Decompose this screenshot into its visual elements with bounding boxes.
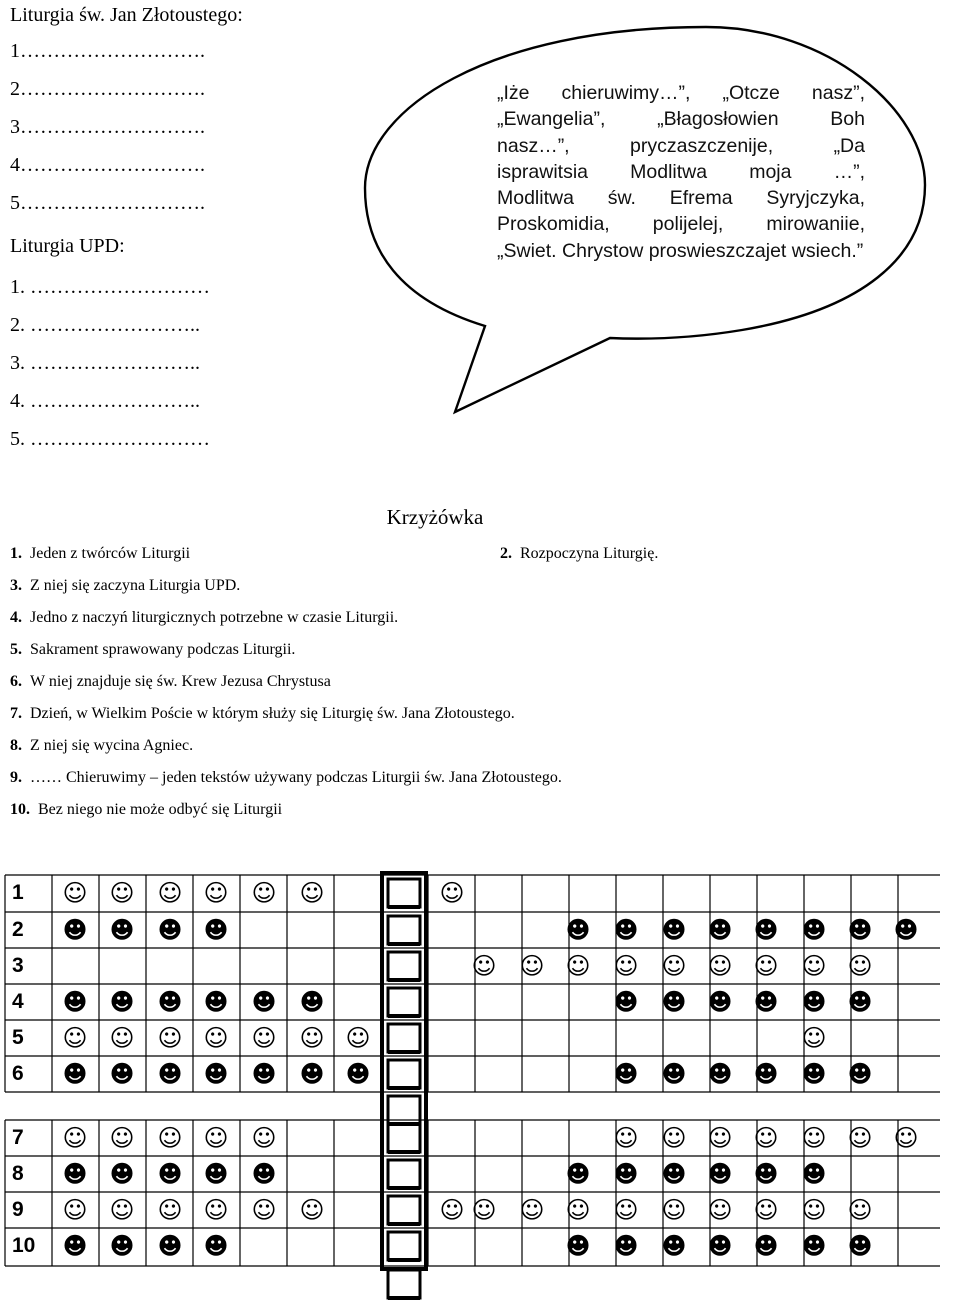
smiley-open-icon[interactable]: ☺ xyxy=(753,1196,779,1224)
u-line: 3. …………………….. xyxy=(10,352,200,374)
smiley-filled-icon[interactable]: ☻ xyxy=(203,916,229,944)
bubble-line: „Ewangelia”, „Błagosłowien Boh xyxy=(497,108,865,131)
smiley-open-icon[interactable]: ☺ xyxy=(707,1196,733,1224)
smiley-filled-icon[interactable]: ☻ xyxy=(661,988,687,1016)
smiley-filled-icon[interactable]: ☻ xyxy=(613,916,639,944)
smiley-open-icon[interactable]: ☺ xyxy=(251,1024,277,1052)
z-line: 2………………………. xyxy=(10,78,205,100)
clue-text: Z niej się wycina Agniec. xyxy=(30,737,194,754)
smiley-open-icon[interactable]: ☺ xyxy=(62,879,88,907)
clue-text: Sakrament sprawowany podczas Liturgii. xyxy=(30,641,296,658)
smiley-filled-icon[interactable]: ☻ xyxy=(847,988,873,1016)
clue-number: 10. xyxy=(10,801,30,818)
clue-text: …… Chieruwimy – jeden tekstów używany podczas Liturgii św. Jana Złotoustego. xyxy=(30,769,562,786)
clue-text: W niej znajduje się św. Krew Jezusa Chrystusa xyxy=(30,673,331,690)
smiley-open-icon[interactable]: ☺ xyxy=(613,1124,639,1152)
smiley-filled-icon[interactable]: ☻ xyxy=(847,916,873,944)
smiley-filled-icon[interactable]: ☻ xyxy=(62,1160,88,1188)
smiley-open-icon[interactable]: ☺ xyxy=(801,1196,827,1224)
smiley-filled-icon[interactable]: ☻ xyxy=(707,1232,733,1260)
crossword-row-number: 6 xyxy=(12,1062,24,1085)
bubble-line: „Swiet. Chrystow proswieszczajet wsiech.” xyxy=(497,239,864,262)
smiley-filled-icon[interactable]: ☻ xyxy=(203,988,229,1016)
z-line: 4………………………. xyxy=(10,154,205,176)
smiley-filled-icon[interactable]: ☻ xyxy=(157,1060,183,1088)
bubble-line: Modlitwa św. Efrema Syryjczyka, xyxy=(497,187,865,210)
smiley-filled-icon[interactable]: ☻ xyxy=(251,1160,277,1188)
smiley-open-icon[interactable]: ☺ xyxy=(157,879,183,907)
clue-text: Z niej się zaczyna Liturgia UPD. xyxy=(30,577,241,594)
smiley-filled-icon[interactable]: ☻ xyxy=(157,1160,183,1188)
clue-number: 7. xyxy=(10,705,22,722)
bubble-line: Proskomidia, polijelej, mirowaniie, xyxy=(497,213,865,236)
clue-number: 8. xyxy=(10,737,22,754)
smiley-filled-icon[interactable]: ☻ xyxy=(613,1060,639,1088)
smiley-open-icon[interactable]: ☺ xyxy=(299,879,325,907)
smiley-filled-icon[interactable]: ☻ xyxy=(613,1232,639,1260)
u-line: 1. ……………………… xyxy=(10,276,210,298)
smiley-open-icon[interactable]: ☺ xyxy=(613,1196,639,1224)
smiley-filled-icon[interactable]: ☻ xyxy=(62,916,88,944)
smiley-filled-icon[interactable]: ☻ xyxy=(661,916,687,944)
smiley-open-icon[interactable]: ☺ xyxy=(661,952,687,980)
bubble-line: nasz…”, pryczaszczenije, „Da xyxy=(497,134,865,157)
smiley-open-icon[interactable]: ☺ xyxy=(471,952,497,980)
u-line: 2. …………………….. xyxy=(10,314,200,336)
smiley-open-icon[interactable]: ☺ xyxy=(801,1024,827,1052)
smiley-open-icon[interactable]: ☺ xyxy=(62,1124,88,1152)
u-line: 5. ……………………… xyxy=(10,428,210,450)
smiley-open-icon[interactable]: ☺ xyxy=(109,1196,135,1224)
z-line: 1………………………. xyxy=(10,40,205,62)
smiley-filled-icon[interactable]: ☻ xyxy=(109,1060,135,1088)
smiley-open-icon[interactable]: ☺ xyxy=(707,1124,733,1152)
answer-cell xyxy=(388,1060,420,1088)
crossword-row-number: 3 xyxy=(12,954,24,977)
smiley-filled-icon[interactable]: ☻ xyxy=(109,988,135,1016)
smiley-filled-icon[interactable]: ☻ xyxy=(251,988,277,1016)
smiley-filled-icon[interactable]: ☻ xyxy=(753,1160,779,1188)
smiley-filled-icon[interactable]: ☻ xyxy=(299,1060,325,1088)
clue-number: 3. xyxy=(10,577,22,594)
crossword-row-number: 9 xyxy=(12,1198,24,1221)
answer-cell xyxy=(388,1024,420,1052)
smiley-filled-icon[interactable]: ☻ xyxy=(203,1232,229,1260)
smiley-filled-icon[interactable]: ☻ xyxy=(157,916,183,944)
heading-upd: Liturgia UPD: xyxy=(10,235,125,257)
smiley-open-icon[interactable]: ☺ xyxy=(62,1024,88,1052)
smiley-filled-icon[interactable]: ☻ xyxy=(157,1232,183,1260)
clue-text: Dzień, w Wielkim Poście w którym służy się Liturgię św. Jana Złotoustego. xyxy=(30,705,515,722)
answer-cell xyxy=(388,988,420,1016)
smiley-open-icon[interactable]: ☺ xyxy=(109,1024,135,1052)
smiley-open-icon[interactable]: ☺ xyxy=(439,879,465,907)
smiley-open-icon[interactable]: ☺ xyxy=(251,879,277,907)
smiley-open-icon[interactable]: ☺ xyxy=(519,1196,545,1224)
smiley-open-icon[interactable]: ☺ xyxy=(109,879,135,907)
smiley-filled-icon[interactable]: ☻ xyxy=(707,1060,733,1088)
smiley-open-icon[interactable]: ☺ xyxy=(157,1024,183,1052)
clue-number: 1. xyxy=(10,545,22,562)
smiley-open-icon[interactable]: ☺ xyxy=(613,952,639,980)
smiley-open-icon[interactable]: ☺ xyxy=(893,1124,919,1152)
smiley-filled-icon[interactable]: ☻ xyxy=(753,1232,779,1260)
smiley-open-icon[interactable]: ☺ xyxy=(203,879,229,907)
smiley-filled-icon[interactable]: ☻ xyxy=(299,988,325,1016)
smiley-filled-icon[interactable]: ☻ xyxy=(753,916,779,944)
smiley-filled-icon[interactable]: ☻ xyxy=(62,1232,88,1260)
smiley-open-icon[interactable]: ☺ xyxy=(661,1196,687,1224)
smiley-filled-icon[interactable]: ☻ xyxy=(753,1060,779,1088)
smiley-open-icon[interactable]: ☺ xyxy=(203,1196,229,1224)
smiley-open-icon[interactable]: ☺ xyxy=(801,952,827,980)
smiley-filled-icon[interactable]: ☻ xyxy=(753,988,779,1016)
clue-number: 6. xyxy=(10,673,22,690)
smiley-filled-icon[interactable]: ☻ xyxy=(893,916,919,944)
smiley-filled-icon[interactable]: ☻ xyxy=(847,1232,873,1260)
smiley-open-icon[interactable]: ☺ xyxy=(62,1196,88,1224)
crossword-row-number: 7 xyxy=(12,1126,24,1149)
smiley-open-icon[interactable]: ☺ xyxy=(251,1196,277,1224)
smiley-filled-icon[interactable]: ☻ xyxy=(801,1160,827,1188)
smiley-open-icon[interactable]: ☺ xyxy=(203,1124,229,1152)
clue-number: 9. xyxy=(10,769,22,786)
smiley-open-icon[interactable]: ☺ xyxy=(707,952,733,980)
answer-cell xyxy=(388,916,420,944)
clue-number: 5. xyxy=(10,641,22,658)
crossword-row-number: 5 xyxy=(12,1026,24,1049)
answer-cell xyxy=(388,1160,420,1188)
smiley-filled-icon[interactable]: ☻ xyxy=(565,1232,591,1260)
smiley-filled-icon[interactable]: ☻ xyxy=(801,1060,827,1088)
smiley-open-icon[interactable]: ☺ xyxy=(847,1124,873,1152)
smiley-filled-icon[interactable]: ☻ xyxy=(109,1232,135,1260)
answer-cell xyxy=(388,1196,420,1224)
smiley-filled-icon[interactable]: ☻ xyxy=(62,988,88,1016)
smiley-filled-icon[interactable]: ☻ xyxy=(565,1160,591,1188)
smiley-filled-icon[interactable]: ☻ xyxy=(565,916,591,944)
z-line: 5………………………. xyxy=(10,192,205,214)
smiley-filled-icon[interactable]: ☻ xyxy=(203,1160,229,1188)
smiley-open-icon[interactable]: ☺ xyxy=(753,1124,779,1152)
crossword-title: Krzyżówka xyxy=(386,505,484,529)
smiley-open-icon[interactable]: ☺ xyxy=(157,1196,183,1224)
crossword-row-number: 8 xyxy=(12,1162,24,1185)
smiley-filled-icon[interactable]: ☻ xyxy=(157,988,183,1016)
u-line: 4. …………………….. xyxy=(10,390,200,412)
answer-cell xyxy=(388,1232,420,1260)
smiley-open-icon[interactable]: ☺ xyxy=(847,1196,873,1224)
smiley-filled-icon[interactable]: ☻ xyxy=(707,988,733,1016)
smiley-open-icon[interactable]: ☺ xyxy=(299,1196,325,1224)
crossword-row-number: 1 xyxy=(12,881,24,904)
smiley-open-icon[interactable]: ☺ xyxy=(565,1196,591,1224)
crossword-row-number: 10 xyxy=(12,1234,36,1257)
smiley-filled-icon[interactable]: ☻ xyxy=(661,1060,687,1088)
smiley-open-icon[interactable]: ☺ xyxy=(251,1124,277,1152)
smiley-filled-icon[interactable]: ☻ xyxy=(62,1060,88,1088)
smiley-filled-icon[interactable]: ☻ xyxy=(661,1160,687,1188)
smiley-filled-icon[interactable]: ☻ xyxy=(801,988,827,1016)
answer-cell xyxy=(388,1270,420,1298)
answer-cell xyxy=(388,879,420,907)
smiley-open-icon[interactable]: ☺ xyxy=(661,1124,687,1152)
clue-text: Rozpoczyna Liturgię. xyxy=(520,545,659,562)
smiley-filled-icon[interactable]: ☻ xyxy=(801,1232,827,1260)
bubble-line: isprawitsia Modlitwa moja …”, xyxy=(497,160,865,183)
clue-number: 4. xyxy=(10,609,22,626)
smiley-open-icon[interactable]: ☺ xyxy=(345,1024,371,1052)
smiley-filled-icon[interactable]: ☻ xyxy=(109,916,135,944)
smiley-filled-icon[interactable]: ☻ xyxy=(203,1060,229,1088)
smiley-filled-icon[interactable]: ☻ xyxy=(613,988,639,1016)
smiley-open-icon[interactable]: ☺ xyxy=(157,1124,183,1152)
smiley-filled-icon[interactable]: ☻ xyxy=(109,1160,135,1188)
crossword-row-number: 2 xyxy=(12,918,24,941)
clue-text: Jedno z naczyń liturgicznych potrzebne w czasie Liturgii. xyxy=(30,609,399,626)
smiley-filled-icon[interactable]: ☻ xyxy=(707,1160,733,1188)
smiley-open-icon[interactable]: ☺ xyxy=(847,952,873,980)
smiley-open-icon[interactable]: ☺ xyxy=(203,1024,229,1052)
smiley-open-icon[interactable]: ☺ xyxy=(519,952,545,980)
clue-number: 2. xyxy=(500,545,512,562)
smiley-filled-icon[interactable]: ☻ xyxy=(847,1060,873,1088)
smiley-filled-icon[interactable]: ☻ xyxy=(345,1060,371,1088)
smiley-open-icon[interactable]: ☺ xyxy=(753,952,779,980)
crossword-row-number: 4 xyxy=(12,990,24,1013)
heading-zlotoustego: Liturgia św. Jan Złotoustego: xyxy=(10,4,243,26)
smiley-open-icon[interactable]: ☺ xyxy=(471,1196,497,1224)
clue-text: Jeden z twórców Liturgii xyxy=(30,545,191,562)
z-line: 3………………………. xyxy=(10,116,205,138)
answer-cell xyxy=(388,952,420,980)
smiley-open-icon[interactable]: ☺ xyxy=(439,1196,465,1224)
smiley-open-icon[interactable]: ☺ xyxy=(109,1124,135,1152)
smiley-open-icon[interactable]: ☺ xyxy=(299,1024,325,1052)
smiley-filled-icon[interactable]: ☻ xyxy=(613,1160,639,1188)
smiley-filled-icon[interactable]: ☻ xyxy=(251,1060,277,1088)
smiley-open-icon[interactable]: ☺ xyxy=(801,1124,827,1152)
smiley-filled-icon[interactable]: ☻ xyxy=(801,916,827,944)
clue-text: Bez niego nie może odbyć się Liturgii xyxy=(38,801,283,818)
smiley-open-icon[interactable]: ☺ xyxy=(565,952,591,980)
smiley-filled-icon[interactable]: ☻ xyxy=(707,916,733,944)
smiley-filled-icon[interactable]: ☻ xyxy=(661,1232,687,1260)
bubble-line: „Iże chieruwimy…”, „Otcze nasz”, xyxy=(497,82,865,104)
answer-cell xyxy=(388,1124,420,1152)
